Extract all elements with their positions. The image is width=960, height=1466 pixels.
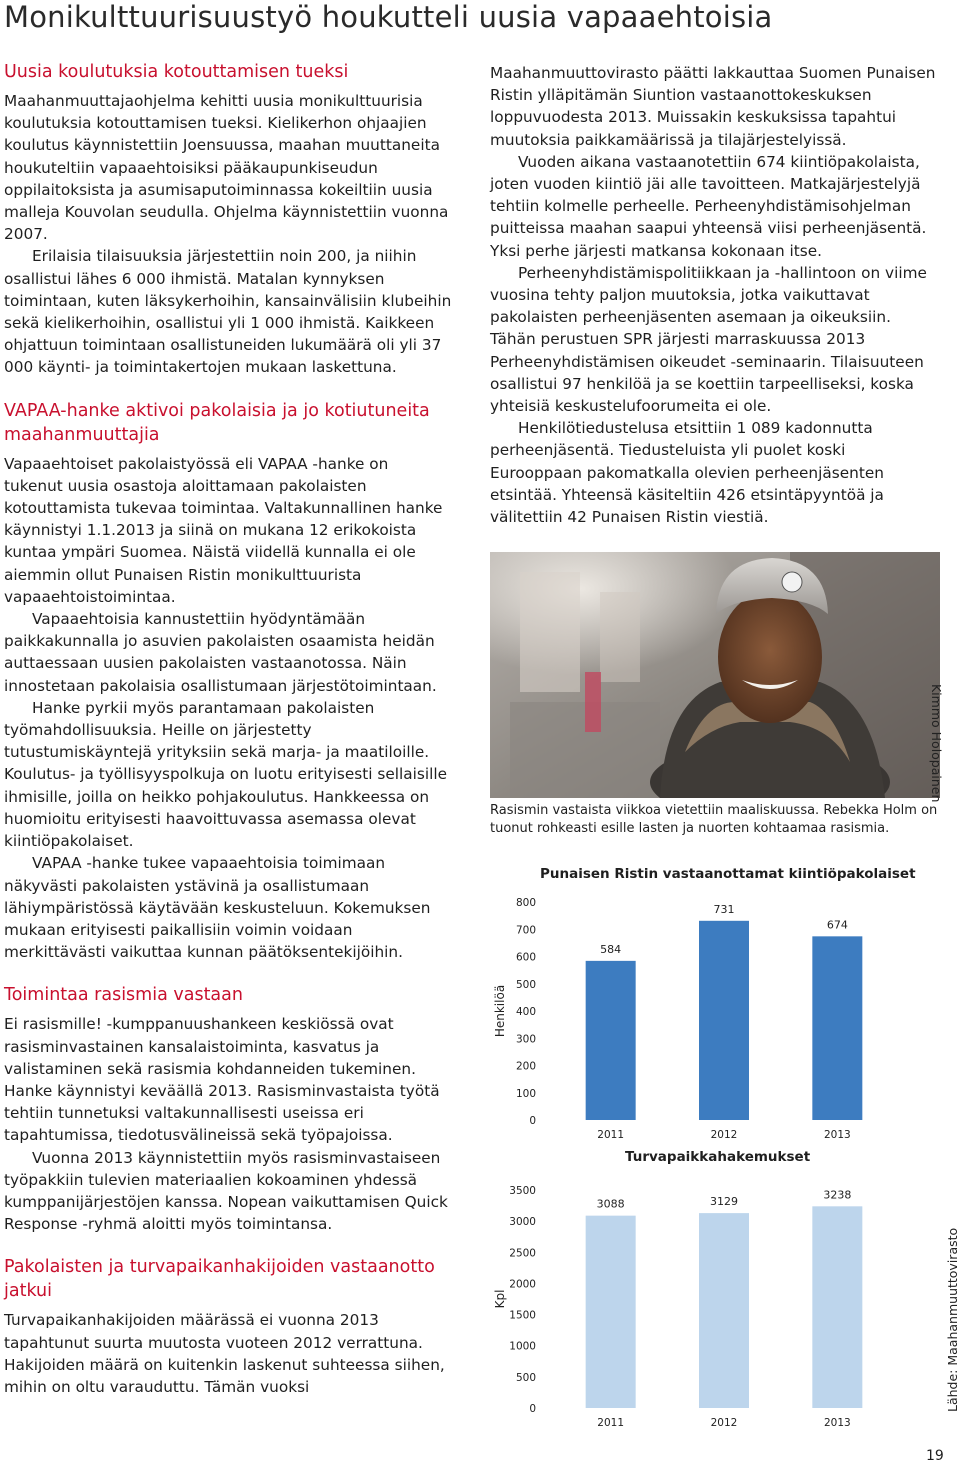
y-tick-label: 200 (515, 1060, 536, 1073)
paragraph: Vuoden aikana vastaanotettiin 674 kiintiöpakolaista, joten vuoden kiintiö jäi alle tavoitteen. Matkajärjestelyjä tehtiin kolmelle perheelle. Perheenyhdistämisohjelman puitteissa maahan saapui yhteensä viisi perheenjäsentä. Yksi perhe järjesti matkansa kokonaan itse. (490, 152, 927, 260)
chart-ylabel: Henkilöä (493, 984, 507, 1038)
y-tick-label: 0 (529, 1403, 536, 1415)
paragraph: Vapaaehtoiset pakolaistyössä eli VAPAA -hanke on tukenut uusia osastoja aloittamaan pakolaisten kotouttamista tukevaa toimintaa. Valtakunnallinen hanke käynnistyi 1.1.2013 ja siinä on mukana 12 erikokoista kuntaa ympäri Suomea. Näistä viidellä kunnalla ei ole aiemmin ollut Punaisen Ristin monikulttuurista vapaaehtoistoimintaa. (4, 454, 443, 606)
section-heading-training: Uusia koulutuksia kotouttamisen tueksi (4, 62, 349, 82)
bar-value-label: 3088 (596, 1197, 625, 1211)
paragraph: Maahanmuuttajaohjelma kehitti uusia monikulttuurisia koulutuksia kotouttamisen tueksi. Kielikerhon ohjaajien koulutus käynnistettiin Joensuussa, maahan muuttaneita houkuteltiin vapaaehtoisiksi pääkaupunkiseudun oppilaitoksista ja asumisaputoiminnassa kokeiltiin uusia malleja Kouvolan seudulla. Ohjelma käynnistettiin vuonna 2007. (4, 92, 449, 244)
page-title: Monikulttuurisuustyö houkutteli uusia vapaaehtoisia (4, 0, 773, 34)
left-column (4, 60, 452, 1398)
y-tick-label: 2500 (509, 1247, 536, 1260)
x-tick-label: 2012 (710, 1417, 738, 1429)
photo-credit: Kimmo Holopainen (929, 684, 944, 803)
y-tick-label: 500 (515, 978, 536, 991)
chart-asylum-applications (490, 1176, 910, 1438)
x-tick-label: 2013 (823, 1417, 851, 1429)
y-tick-label: 0 (529, 1115, 536, 1127)
section-heading-racism: Toimintaa rasismia vastaan (4, 985, 243, 1006)
source-credit: Lähde: Maahanmuuttovirasto (945, 1227, 960, 1412)
y-tick-label: 1500 (509, 1309, 536, 1322)
bar-value-label: 3238 (823, 1188, 852, 1202)
paragraph: Henkilötiedustelusa etsittiin 1 089 kadonnutta perheenjäsentä. Tiedusteluista yli puolet koski Eurooppaan pakomatkalla olevien perheenjäsenten etsintää. Yhteensä käsiteltiin 426 etsintäpyyntöä ja välitettiin 42 Punaisen Ristin viestiä. (490, 419, 884, 527)
bar (586, 961, 636, 1120)
section-heading-reception: Pakolaisten ja turvapaikanhakijoiden vastaanotto jatkui (4, 1257, 435, 1302)
y-tick-label: 600 (515, 951, 536, 964)
photo-caption: Rasismin vastaista viikkoa vietettiin maaliskuussa. Rebekka Holm on tuonut rohkeasti esille lasten ja nuorten kohtaamaa rasismia. (490, 803, 938, 836)
right-column (490, 62, 940, 528)
bar (812, 936, 862, 1120)
photo (490, 552, 940, 798)
paragraph: Ei rasismille! -kumppanuushankeen keskiössä ovat rasisminvastainen kansalaistoiminta, kasvatus ja valistaminen sekä rasismia kohdanneiden tukeminen. Hanke käynnistyi keväällä 2013. Rasisminvastaista työtä tehtiin tunnetuksi valtakunnallisesti useissa eri tapahtumissa, tiedotusvälineissä sekä työpajoissa. (4, 1015, 440, 1145)
x-tick-label: 2011 (597, 1129, 625, 1141)
y-tick-label: 3500 (509, 1185, 536, 1197)
bar-value-label: 731 (713, 902, 735, 916)
y-tick-label: 500 (515, 1371, 536, 1384)
bar (586, 1216, 636, 1408)
page-number: 19 (926, 1448, 944, 1464)
x-tick-label: 2011 (597, 1417, 625, 1429)
paragraph: Maahanmuuttovirasto päätti lakkauttaa Suomen Punaisen Ristin ylläpitämän Siuntion vastaanottokeskuksen loppuvuodesta 2013. Muissakin keskuksissa tapahtui muutoksia paikkamäärissä ja tilajärjestelyissä. (490, 64, 936, 149)
bar (812, 1206, 862, 1408)
section-heading-vapaa: VAPAA-hanke aktivoi pakolaisia ja jo kotiutuneita maahanmuuttajia (4, 400, 430, 445)
chart-ylabel: Kpl (493, 1289, 507, 1309)
bar (699, 1213, 749, 1408)
bar (699, 921, 749, 1120)
bar-value-label: 584 (600, 942, 622, 956)
y-tick-label: 2000 (509, 1278, 536, 1291)
chart-title-asylum: Turvapaikkahakemukset (625, 1149, 811, 1165)
paragraph: Turvapaikanhakijoiden määrässä ei vuonna 2013 tapahtunut suurta muutosta vuoteen 2012 verrattuna. Hakijoiden määrä on kuitenkin laskenut suhteessa siihen, mihin on oltu varauduttu. Tämän vuoksi (4, 1311, 445, 1396)
photo-image (490, 552, 940, 798)
paragraph: Vuonna 2013 käynnistettiin myös rasisminvastaiseen työpakkiin tulevien materiaalien kokoaminen yhdessä kumppanijärjestöjen kanssa. Nopean vaikuttamisen Quick Response -ryhmä aloitti myös toimintansa. (4, 1148, 448, 1234)
paragraph: VAPAA -hanke tukee vapaaehtoisia toimimaan näkyvästi pakolaisten ystävinä ja osallistumaan lähiympäristössä käytävään keskusteluun. Kokemuksen mukaan erityisesti paikallisiin voimin voidaan merkittävästi vaikuttaa kunnan päätöksentekijöihin. (4, 854, 431, 962)
y-tick-label: 300 (515, 1033, 536, 1046)
paragraph: Hanke pyrkii myös parantamaan pakolaisten työmahdollisuuksia. Heille on järjestetty tutustumiskäyntejä yrityksiin sekä marja- ja maatiloille. Koulutus- ja työllisyyspolkuja on luotu erityisesti sellaisille ihmisille, joilla on heikko pohjakoulutus. Hankkeessa on huomioitu erityisesti haavoittuvassa asemassa olevat kiintiöpakolaiset. (4, 698, 448, 851)
x-tick-label: 2012 (710, 1129, 738, 1141)
paragraph: Vapaaehtoisia kannustettiin hyödyntämään paikkakunnalla jo asuvien pakolaisten osaamista heidän auttaessaan uusien pakolaisten vastaanotossa. Näin innostetaan pakolaisia osallistumaan järjestötoimintaan. (4, 610, 437, 695)
paragraph: Perheenyhdistämispolitiikkaan ja -hallintoon on viime vuosina tehty paljon muutoksia, jotka vaikuttavat pakolaisten perheenjäsenten asemaan ja oikeuksiin. Tähän perustuen SPR järjesti marraskuussa 2013 Perheenyhdistämisen oikeudet -seminaarin. Tilaisuuteen osallistui 97 henkilöä ja se koettiin tarpeelliseksi, koska yhteisiä keskustelufoorumeita ei ole. (490, 263, 927, 416)
paragraph: Erilaisia tilaisuuksia järjestettiin noin 200, ja niihin osallistui lähes 6 000 ihmistä. Matalan kynnyksen toimintaan, kuten läksykerhoihin, kansainvälisiin klubeihin sekä kielikerhoihin, osallistui yli 1 000 ihmistä. Kaikkeen ohjattuun toimintaan osallistuneiden lukumäärä oli yli 37 000 käynti- ja toimintakertojen mukaan laskettuna. (4, 247, 452, 377)
chart-title-quota: Punaisen Ristin vastaanottamat kiintiöpakolaiset (540, 866, 916, 882)
y-tick-label: 400 (515, 1006, 536, 1018)
y-tick-label: 3000 (509, 1216, 536, 1229)
y-tick-label: 100 (515, 1087, 536, 1100)
y-tick-label: 700 (515, 924, 536, 937)
chart-quota-refugees (490, 888, 910, 1150)
y-tick-label: 1000 (509, 1340, 536, 1353)
bar-value-label: 3129 (710, 1195, 738, 1209)
x-tick-label: 2013 (823, 1129, 851, 1141)
bar-value-label: 674 (826, 918, 848, 932)
y-tick-label: 800 (515, 897, 536, 909)
